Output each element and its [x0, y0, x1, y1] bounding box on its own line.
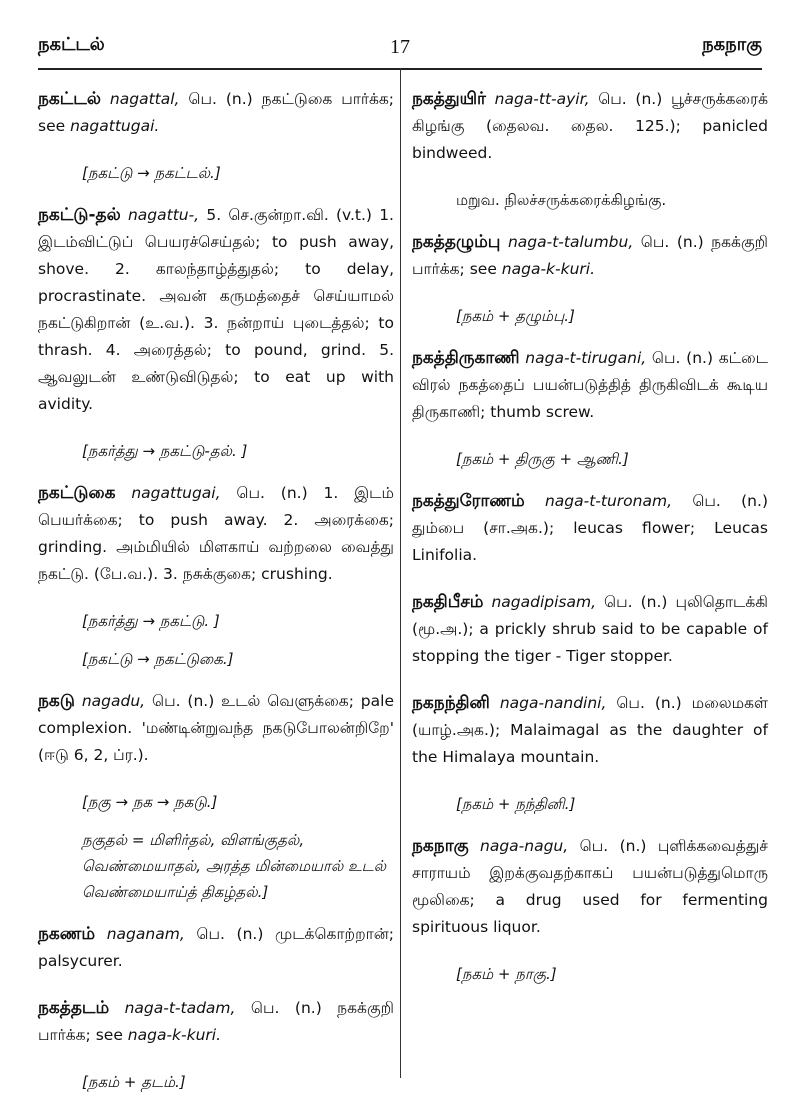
running-head-left: நகட்டல் — [38, 34, 105, 55]
running-head-right: நகநாகு — [702, 34, 762, 55]
right-column — [412, 86, 768, 1072]
definition: 5. செ.குன்றா.வி. (v.t.) 1. இடம்விட்டுப் பெயரச்செய்தல்; to push away, shove. 2. காலந்தாழ்த்துதல்; to delay, procrastinate. அவன் கருமத்தைச் செய்யாமல் நகட்டுகிறான் (உ.வ.). 3. நன்றாய் புடைத்தல்; to thrash. 4. அரைத்தல்; to pound, grind. 5. ஆவலுடன் உண்டுவிடுதல்; to eat up with avidity. — [38, 206, 394, 413]
headword: நகத்தழும்பு — [412, 232, 501, 252]
entry-naga-nagu — [412, 833, 768, 941]
etymology: [நகட்டு → நகட்டல்.] — [82, 164, 221, 182]
entry-naga-t-talumbu — [412, 229, 768, 283]
definition: பெ. (n.) நகக்குறி பார்க்க; see — [38, 999, 394, 1044]
transliteration: nagattal, — [109, 90, 180, 108]
etymology: [நகட்டு → நகட்டுகை.] — [82, 650, 234, 668]
transliteration: nagattu-, — [127, 206, 200, 224]
cross-reference: naga-k-kuri. — [501, 260, 596, 278]
definition: பெ. (n.) 1. இடம் பெயர்க்கை; to push away. 2. அரைக்கை; grinding. அம்மியில் மிளகாய் வற்றலை வைத்து நகட்டு. (பே.வ.). 3. நசுக்குகை; crushing. — [38, 484, 394, 583]
etymology: [நகம் + தடம்.] — [82, 1073, 186, 1091]
entry-naga-t-tadam — [38, 995, 394, 1049]
entry-nagadipisam — [412, 589, 768, 670]
transliteration: naga-t-tadam, — [124, 999, 236, 1017]
entry-nagadu — [38, 688, 394, 769]
definition: பெ. (n.) மலைமகள் (யாழ்.அக.); Malaimagal as the daughter of the Himalaya mountain. — [412, 694, 768, 766]
headword: நகத்திருகாணி — [412, 348, 520, 368]
etymology: [நகம் + நாகு.] — [456, 965, 557, 983]
etymology: [நகு → நக → நகடு.] — [82, 793, 218, 811]
headword: நகத்துரோணம் — [412, 491, 525, 511]
entry-nagattugai — [38, 480, 394, 588]
definition: பெ. (n.) நகக்குறி பார்க்க; see — [412, 233, 768, 278]
etymology: [நகம் + தழும்பு.] — [456, 307, 575, 325]
etymology: [நகம் + திருகு + ஆணி.] — [456, 450, 629, 468]
entry-nagattu-tal — [38, 202, 394, 418]
transliteration: naga-nagu, — [480, 837, 569, 855]
etymology: [நகர்த்து → நகட்டு-தல். ] — [82, 442, 248, 460]
transliteration: naga-t-tirugani, — [525, 349, 647, 367]
column-divider — [400, 68, 401, 1078]
transliteration: nagattugai, — [131, 484, 221, 502]
entry-naga-nandini — [412, 690, 768, 771]
headword: நகத்துயிர் — [412, 89, 486, 109]
etymology-note: நகுதல் = மிளிர்தல், விளங்குதல், வெண்மையாதல், அரத்த மின்மையால் உடல் வெண்மையாய்த் திகழ்தல்.] — [82, 831, 387, 901]
transliteration: naga-tt-ayir, — [494, 90, 590, 108]
transliteration: naga-nandini, — [499, 694, 607, 712]
definition: பெ. (n.) நகட்டுகை பார்க்க; see — [38, 90, 394, 135]
headword: நகட்டுகை — [38, 483, 116, 503]
headword: நகதிபீசம் — [412, 592, 484, 612]
definition: பெ. (n.) தும்பை (சா.அக.); leucas flower; Leucas Linifolia. — [412, 492, 768, 564]
cross-reference: nagattugai. — [70, 117, 160, 135]
transliteration: naga-t-talumbu, — [507, 233, 634, 251]
entry-naganam — [38, 921, 394, 975]
headword: நகநாகு — [412, 836, 469, 856]
headword: நகட்டல் — [38, 89, 101, 109]
left-column — [38, 86, 395, 1091]
etymology: [நகம் + நந்தினி.] — [456, 795, 576, 813]
etymology: [நகர்த்து → நகட்டு. ] — [82, 612, 220, 630]
definition: பெ. (n.) பூச்சருக்கரைக் கிழங்கு (தைலவ. தைல. 125.); panicled bindweed. — [412, 90, 769, 162]
definition: பெ. (n.) முடக்கொற்றான்; palsycurer. — [38, 925, 395, 970]
definition: பெ. (n.) உடல் வெளுக்கை; pale complexion. 'மண்டின்றுவந்த நகடுபோலன்றிறே' (ஈடு 6, 2, ப்ர.). — [38, 692, 394, 764]
page-number: 17 — [390, 36, 410, 58]
transliteration: naganam, — [106, 925, 185, 943]
headword: நகட்டு-தல் — [38, 205, 121, 225]
definition: பெ. (n.) கட்டை விரல் நகத்தைப் பயன்படுத்தித் திருகிவிடக் கூடிய திருகாணி; thumb screw. — [412, 349, 768, 421]
synonym-note: மறுவ. நிலச்சருக்கரைக்கிழங்கு. — [456, 191, 667, 209]
headword: நகநந்தினி — [412, 693, 490, 713]
entry-naga-tt-ayir — [412, 86, 768, 167]
entry-naga-t-tirugani — [412, 345, 768, 426]
headword: நகணம் — [38, 924, 96, 944]
transliteration: nagadu, — [81, 692, 146, 710]
transliteration: naga-t-turonam, — [544, 492, 672, 510]
transliteration: nagadipisam, — [491, 593, 597, 611]
cross-reference: naga-k-kuri. — [127, 1026, 222, 1044]
entry-nagattal — [38, 86, 394, 140]
headword: நகத்தடம் — [38, 998, 110, 1018]
definition: பெ. (n.) புளிக்கவைத்துச் சாராயம் இறக்குவதற்காகப் பயன்படுத்துமொரு மூலிகை; a drug used for fermenting spirituous liquor. — [412, 837, 768, 936]
headword: நகடு — [38, 691, 75, 711]
page-header — [0, 34, 800, 64]
entry-naga-t-turonam — [412, 488, 768, 569]
definition: பெ. (n.) புலிதொடக்கி (மூ.அ.); a prickly shrub said to be capable of stopping the tiger - Tiger stopper. — [412, 593, 768, 665]
